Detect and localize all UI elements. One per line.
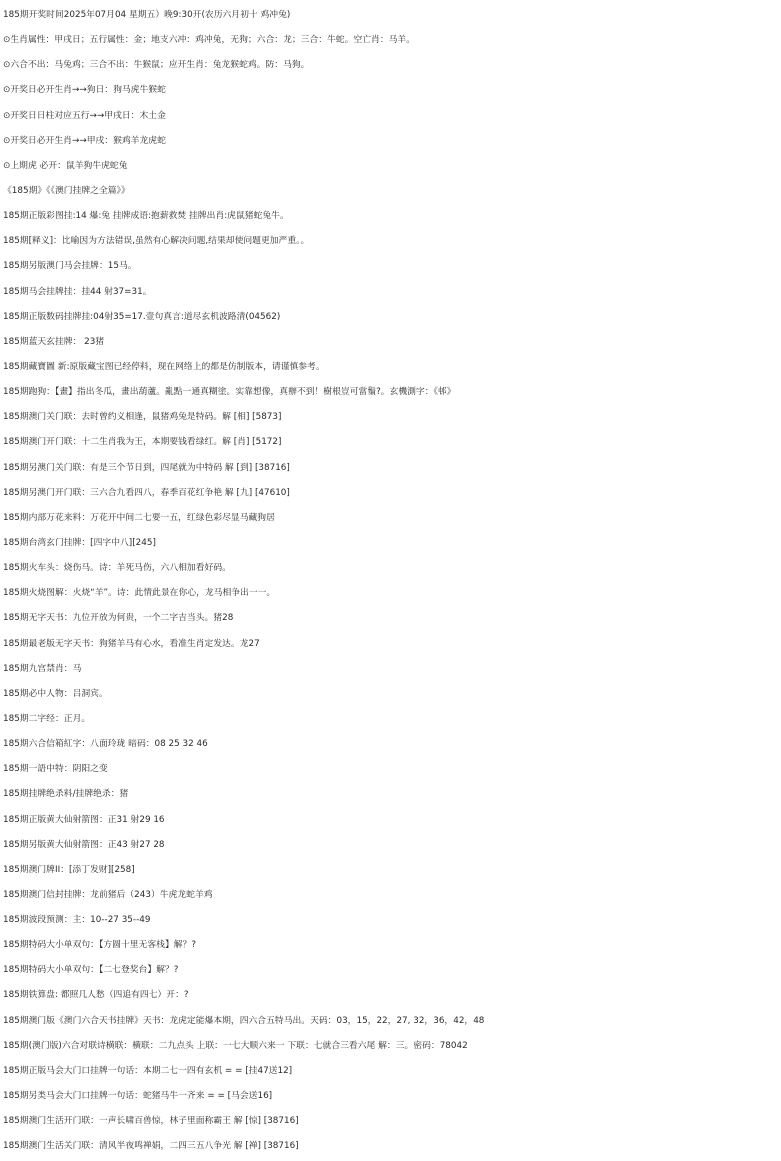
text-line: 185期铁算盘: 都照几人愁（四追有四七）开：? — [3, 990, 189, 1001]
text-line: 185期藏寶圖 新:原版藏宝图已经停料，现在网络上的都是仿制版本，请谨慎参考。 — [3, 361, 325, 372]
text-line: 185期开奖时间2025年07月04 星期五）晚9:30开(农历六月初十 鸡冲兔) — [3, 10, 291, 20]
text-line: 185期一語中特：阴阳之变 — [3, 764, 108, 775]
text-line: 185期必中人物：吕洞宾。 — [3, 688, 108, 699]
text-line: 185期澳门版《澳门六合天书挂牌》天书：龙虎定能爆本期，四六合五特马出。天码：03，15，22，27, 32，36，42，48 — [3, 1015, 485, 1026]
text-line: 185期正版数码挂牌挂:04射35=17.壹句真言:道尽玄机波路清(04562) — [3, 311, 281, 322]
text-line: 185期无字天书：九位开放为何贵，一个二字吉当头。猪28 — [3, 613, 234, 624]
text-line: ⊙开奖日日柱对应五行→→甲戌日：木土金 — [3, 110, 166, 121]
text-line: 185期波段预测：主：10--27 35--49 — [3, 915, 151, 926]
text-line: 185期(澳门版)六合对联诗横联：横联：二九点头 上联：一七大顺六来一 下联：七就合三看六尾 解：三。密码：78042 — [3, 1040, 468, 1051]
text-line: 185期台湾玄门挂牌：[四字中八][245] — [3, 537, 156, 548]
text-line: 185期马会挂牌挂：挂44 射37=31。 — [3, 286, 152, 297]
text-line: 185期澳门牌II：[添丁发财][258] — [3, 864, 135, 875]
text-line: 185期正版彩图挂:14 爆:兔 挂牌成语:抱薪救焚 挂牌出肖:虎鼠猪蛇兔牛。 — [3, 211, 289, 222]
text-line: ⊙六合不出：马兔鸡；三合不出：牛猴鼠；应开生肖：兔龙猴蛇鸡。防：马狗。 — [3, 60, 310, 71]
text-line: 185期内部万花来料：万花开中间二七要一五，红绿色彩尽显马藏狗居 — [3, 512, 275, 523]
text-line: 185期澳门开门联：十二生肖我为王，本期要钱看绿红。解 [肖] [5172] — [3, 437, 282, 448]
text-line: 185期六合信箱紅字：八面玲珑 暗码：08 25 32 46 — [3, 739, 208, 750]
text-line: 185期另澳门关门联：有是三个节日到，四尾就为中特码 解 [到] [38716] — [3, 462, 290, 473]
text-line: 185期[释义]：比喻因为方法错误,虽然有心解决问题,结果却使问题更加严重。。 — [3, 236, 310, 247]
text-line: 185期澳门生活关门联：清风半夜鸣禅娟，二四三五八争光 解 [禅] [38716] — [3, 1141, 299, 1152]
text-line: 《185期》《《澳门挂牌之全篇》》 — [3, 185, 130, 196]
text-line: ⊙生肖属性：甲戌日；五行属性：金；地支六冲：鸡冲兔，无狗；六合：龙；三合：牛蛇。空亡肖：马羊。 — [3, 35, 416, 46]
text-line: ⊙开奖日必开生肖→→狗日：狗马虎牛猴蛇 — [3, 85, 166, 96]
text-line: 185期跑狗：【畫】指出冬瓜，畫出葫蘆。亂點一通真糊塗。实靠想像，真辦不到！樹根豈可當鬚?。玄機測字：《邨》 — [3, 387, 456, 398]
text-line: 185期火烧图解：火烧“羊”。诗：此情此景在你心，龙马相争出一一。 — [3, 588, 276, 599]
text-line: 185期蓝天玄挂牌： 23猪 — [3, 336, 105, 347]
text-line: 185期另类马会大门口挂牌一句话：蛇猪马牛一齐来 = = [马会送16] — [3, 1091, 273, 1102]
text-line: 185期另澳门开门联：三六合九看四八，春季百花红争艳 解 [九] [47610] — [3, 487, 290, 498]
text-line: ⊙上期虎 必开：鼠羊狗牛虎蛇兔 — [3, 160, 128, 171]
text-line: 185期正版马会大门口挂牌一句话：本期二七一四有玄机 = = [挂47送12] — [3, 1065, 293, 1076]
text-line: 185期澳门信封挂牌：龙前猪后（243）牛虎龙蛇羊鸡 — [3, 889, 213, 900]
text-line: 185期澳门关门联：去时曾约义相逢，鼠猪鸡兔是特码。解 [相] [5873] — [3, 412, 282, 423]
text-line: ⊙开奖日必开生肖→→甲戌：猴鸡羊龙虎蛇 — [3, 135, 166, 146]
text-line: 185期九宫禁肖：马 — [3, 663, 82, 674]
text-line: 185期火车头：烧伤马。诗：羊死马伤，六八相加看好码。 — [3, 563, 231, 574]
text-line: 185期最老版无字天书：狗猪羊马有心水，看准生肖定发达。龙27 — [3, 638, 260, 649]
text-line: 185期特码大小单双句：【方圆十里无客栈】解？? — [3, 940, 196, 951]
text-line: 185期特码大小单双句：【二七登奖台】解？? — [3, 965, 179, 976]
text-line: 185期正版黄大仙射箭图：正31 射29 16 — [3, 814, 165, 825]
text-line: 185期另版澳门马会挂牌：15马。 — [3, 261, 137, 272]
text-line: 185期澳门生活开门联：一声长啸百兽惊，林子里面称霸王 解 [惊] [38716] — [3, 1116, 299, 1127]
text-line: 185期另版黄大仙射箭图：正43 射27 28 — [3, 839, 165, 850]
text-line: 185期二字经：正月。 — [3, 713, 91, 724]
text-line: 185期挂牌绝杀料/挂牌绝杀：猪 — [3, 789, 129, 800]
